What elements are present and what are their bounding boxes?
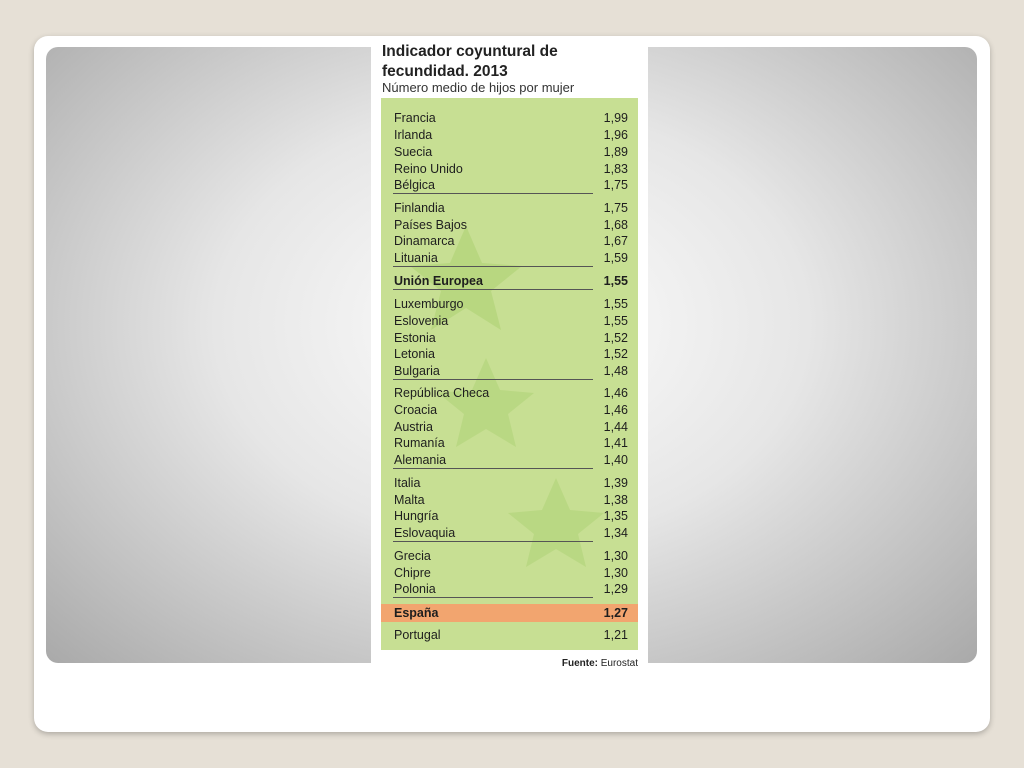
- table-row: [381, 435, 638, 451]
- table-row: [381, 250, 638, 266]
- fertility-value: 1,46: [603, 403, 628, 417]
- country-name: Polonia: [394, 582, 436, 596]
- group-separator: [393, 468, 593, 469]
- fertility-value: 1,30: [603, 566, 628, 580]
- country-name: Bélgica: [394, 178, 435, 192]
- table-row: [381, 581, 638, 597]
- table-row: [381, 330, 638, 346]
- table-row: [381, 419, 638, 435]
- chart-subtitle: Número medio de hijos por mujer: [382, 80, 575, 95]
- country-name: Irlanda: [394, 128, 433, 142]
- table-row: [381, 565, 638, 581]
- source-label: Fuente:: [561, 658, 598, 669]
- table-row: [381, 177, 638, 193]
- group-separator: [393, 597, 593, 598]
- country-name: Chipre: [394, 566, 431, 580]
- country-name: España: [394, 606, 439, 620]
- fertility-value: 1,75: [603, 178, 628, 192]
- table-row: [381, 233, 638, 249]
- country-name: Malta: [394, 493, 425, 507]
- fertility-value: 1,59: [603, 251, 628, 265]
- fertility-value: 1,27: [603, 606, 628, 620]
- country-name: Portugal: [394, 628, 441, 642]
- data-table: [381, 98, 638, 650]
- table-row: [381, 475, 638, 491]
- country-name: Grecia: [394, 549, 431, 563]
- table-row: [381, 525, 638, 541]
- table-row: [381, 385, 638, 401]
- chart-title: Indicador coyuntural de fecundidad. 2013: [382, 43, 558, 80]
- table-row: [381, 200, 638, 216]
- fertility-value: 1,41: [603, 436, 628, 450]
- table-row: [381, 161, 638, 177]
- country-name: Croacia: [394, 403, 438, 417]
- fertility-value: 1,34: [603, 526, 628, 540]
- table-row: [381, 627, 638, 643]
- source-text: Eurostat: [600, 658, 638, 669]
- country-name: Francia: [394, 111, 436, 125]
- table-row: [381, 492, 638, 508]
- country-name: Finlandia: [394, 201, 445, 215]
- country-name: Alemania: [394, 453, 447, 467]
- fertility-value: 1,21: [603, 628, 628, 642]
- table-row: [381, 273, 638, 289]
- table-row: [381, 452, 638, 468]
- fertility-value: 1,44: [603, 420, 628, 434]
- table-row: [381, 604, 638, 622]
- group-separator: [393, 379, 593, 380]
- group-separator: [393, 266, 593, 267]
- table-row: [381, 402, 638, 418]
- country-name: Reino Unido: [394, 162, 463, 176]
- table-row: [381, 346, 638, 362]
- fertility-value: 1,96: [603, 128, 628, 142]
- fertility-value: 1,99: [603, 111, 628, 125]
- table-row: [381, 110, 638, 126]
- fertility-value: 1,89: [603, 145, 628, 159]
- country-name: Austria: [394, 420, 433, 434]
- group-separator: [393, 289, 593, 290]
- country-name: Letonia: [394, 347, 436, 361]
- fertility-value: 1,40: [603, 453, 628, 467]
- fertility-value: 1,30: [603, 549, 628, 563]
- table-row: [381, 363, 638, 379]
- fertility-value: 1,38: [603, 493, 628, 507]
- country-name: Hungría: [394, 509, 439, 523]
- country-name: Eslovenia: [394, 314, 449, 328]
- source-note: [562, 658, 638, 669]
- fertility-value: 1,48: [603, 364, 628, 378]
- table-row: [381, 144, 638, 160]
- country-name: Unión Europea: [394, 274, 483, 288]
- country-name: Dinamarca: [394, 234, 455, 248]
- table-row: [381, 313, 638, 329]
- fertility-value: 1,67: [603, 234, 628, 248]
- table-row: [381, 296, 638, 312]
- country-name: Estonia: [394, 331, 436, 345]
- table-row: [381, 548, 638, 564]
- country-name: República Checa: [394, 386, 490, 400]
- country-name: Eslovaquia: [394, 526, 456, 540]
- fertility-value: 1,29: [603, 582, 628, 596]
- fertility-value: 1,39: [603, 476, 628, 490]
- fertility-value: 1,52: [603, 347, 628, 361]
- group-separator: [393, 541, 593, 542]
- country-name: Suecia: [394, 145, 433, 159]
- fertility-value: 1,52: [603, 331, 628, 345]
- fertility-value: 1,55: [603, 297, 628, 311]
- table-row: [381, 508, 638, 524]
- country-name: Países Bajos: [394, 218, 467, 232]
- country-name: Rumanía: [394, 436, 445, 450]
- fertility-value: 1,75: [603, 201, 628, 215]
- fertility-value: 1,55: [603, 314, 628, 328]
- group-separator: [393, 193, 593, 194]
- country-name: Luxemburgo: [394, 297, 464, 311]
- fertility-table-figure: [371, 38, 648, 674]
- table-row: [381, 127, 638, 143]
- fertility-value: 1,68: [603, 218, 628, 232]
- fertility-value: 1,46: [603, 386, 628, 400]
- country-name: Bulgaria: [394, 364, 440, 378]
- fertility-value: 1,35: [603, 509, 628, 523]
- fertility-value: 1,83: [603, 162, 628, 176]
- country-name: Italia: [394, 476, 421, 490]
- table-row: [381, 217, 638, 233]
- fertility-value: 1,55: [603, 274, 628, 288]
- country-name: Lituania: [394, 251, 438, 265]
